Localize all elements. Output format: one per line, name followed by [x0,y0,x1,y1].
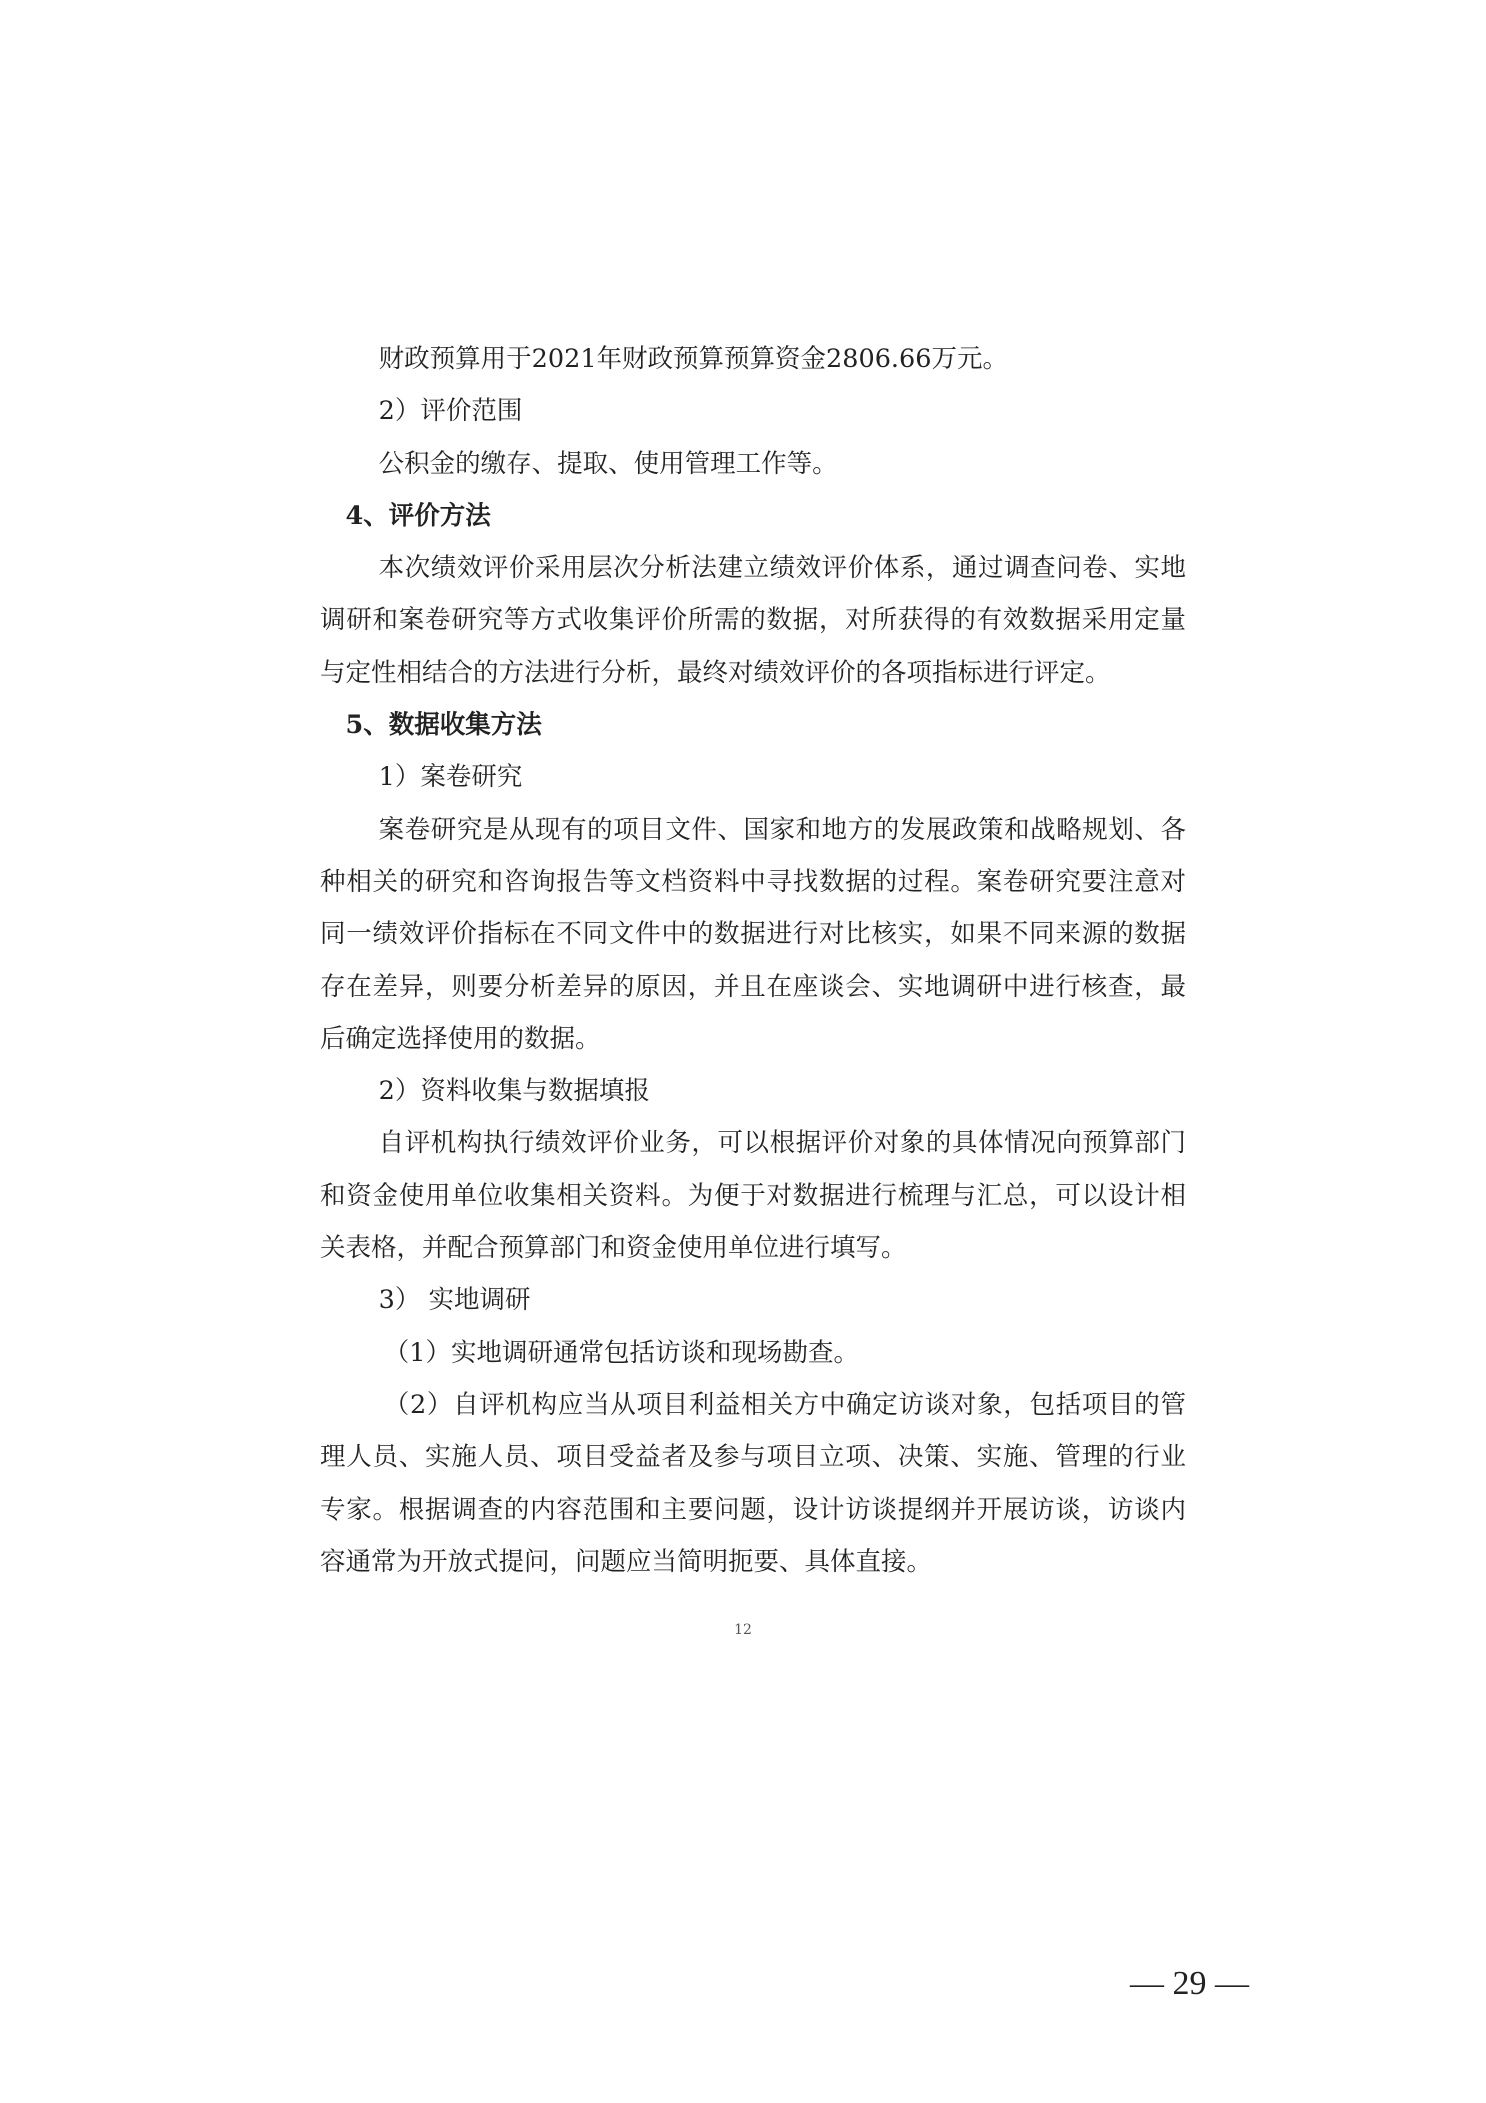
paragraph-data-reporting: 自评机构执行绩效评价业务，可以根据评价对象的具体情况向预算部门和资金使用单位收集相关资料。为便于对数据进行梳理与汇总，可以设计相关表格，并配合预算部门和资金使用单位进行填写。 [320,1128,1186,1264]
paragraph-budget: 财政预算用于2021年财政预算预算资金2806.66万元。 [378,344,1008,374]
subheading-data-reporting: 2）资料收集与数据填报 [378,1076,650,1107]
paragraph-field-research-2: （2）自评机构应当从项目利益相关方中确定访谈对象，包括项目的管理人员、实施人员、项目受益者及参与项目立项、决策、实施、管理的行业专家。根据调查的内容范围和主要问题，设计访谈提纲并开展访谈，访谈内容通常为开放式提问，问题应当简明扼要、具体直接。 [320,1389,1186,1577]
heading-data-collection: 5、数据收集方法 [345,710,542,741]
page-number: — 29 — [1130,1965,1249,2002]
paragraph-file-research: 案卷研究是从现有的项目文件、国家和地方的发展政策和战略规划、各种相关的研究和咨询报告等文档资料中寻找数据的过程。案卷研究要注意对同一绩效评价指标在不同文件中的数据进行对比核实，如果不同来源的数据存在差异，则要分析差异的原因，并且在座谈会、实地调研中进行核查，最后确定选择使用的数据。 [320,814,1186,1054]
subheading-scope: 2）评价范围 [378,396,523,427]
subheading-field-research: 3） 实地调研 [378,1285,531,1316]
paragraph-evaluation-method: 本次绩效评价采用层次分析法建立绩效评价体系，通过调查问卷、实地调研和案卷研究等方式收集评价所需的数据，对所获得的有效数据采用定量与定性相结合的方法进行分析，最终对绩效评价的各项指标进行评定。 [320,553,1186,688]
paragraph-scope: 公积金的缴存、提取、使用管理工作等。 [378,448,838,479]
subheading-file-research: 1）案卷研究 [378,762,523,793]
heading-evaluation-method: 4、评价方法 [345,500,491,531]
document-body [320,333,1186,1588]
paragraph-field-research-1: （1）实地调研通常包括访谈和现场勘查。 [383,1337,859,1368]
inner-page-number: 12 [734,1622,752,1638]
